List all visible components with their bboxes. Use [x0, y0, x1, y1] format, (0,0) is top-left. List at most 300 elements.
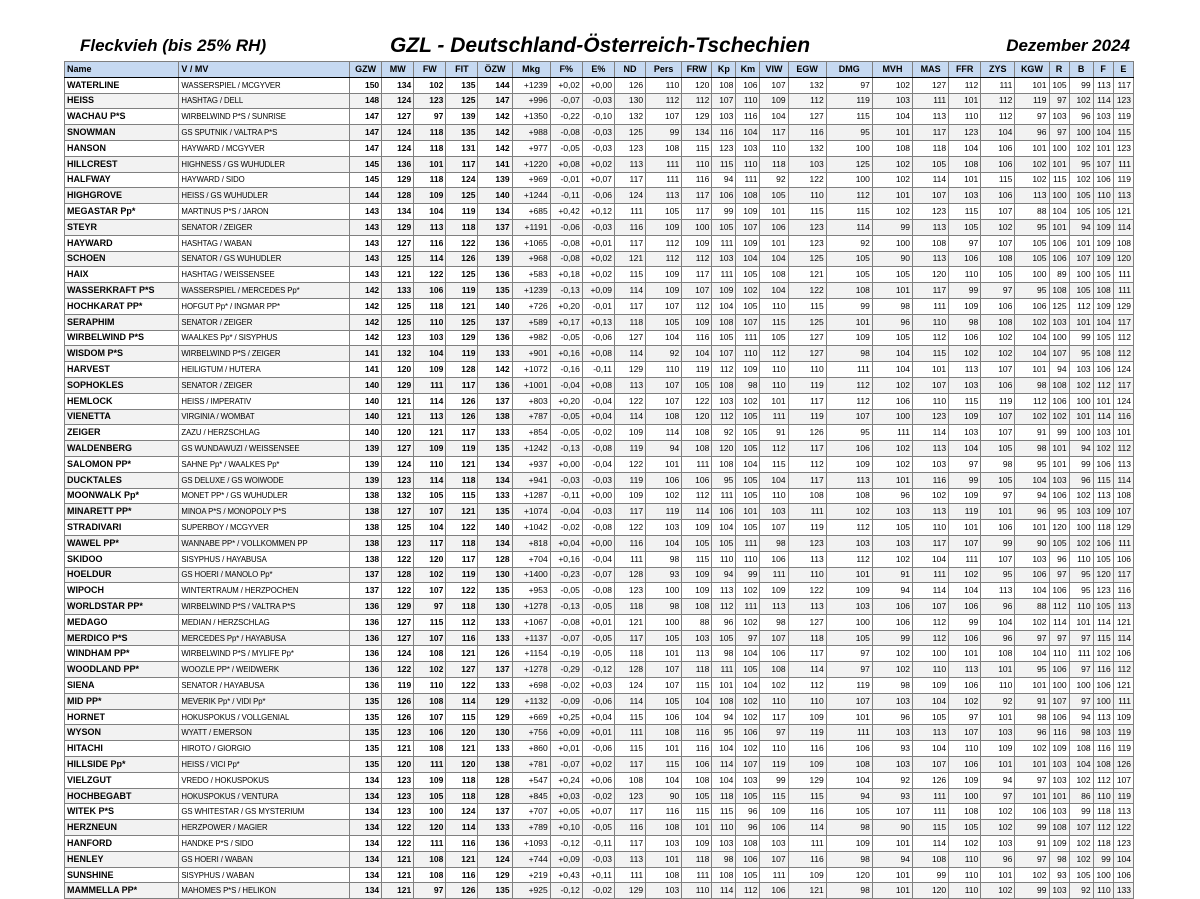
cell-mas: 108: [913, 235, 949, 251]
cell-frw: 115: [682, 804, 712, 820]
cell-mw: 126: [382, 709, 414, 725]
cell-ffr: 102: [949, 567, 981, 583]
cell-kgw: 96: [1015, 504, 1049, 520]
cell-fw: 108: [414, 867, 446, 883]
cell-viw: 99: [760, 772, 788, 788]
cell-mvh: 101: [872, 836, 912, 852]
cell-egw: 114: [788, 820, 826, 836]
cell-pers: 107: [646, 393, 682, 409]
table-row: [65, 741, 1134, 757]
cell-vmv: SENATOR / ZEIGER: [179, 377, 350, 393]
cell-mvh: 106: [872, 599, 912, 615]
cell-nd: 128: [614, 662, 645, 678]
cell-frw: 111: [682, 456, 712, 472]
cell-dmg: 98: [826, 346, 872, 362]
cell-km: 110: [736, 551, 760, 567]
cell-kp: 105: [712, 219, 736, 235]
cell-ffr: 109: [949, 488, 981, 504]
cell-mkg: +1278: [512, 599, 550, 615]
cell-viw: 117: [760, 125, 788, 141]
column-header-zys: ZYS: [981, 62, 1015, 78]
column-header-e: E: [1113, 62, 1133, 78]
cell-f: 107: [1093, 156, 1113, 172]
cell-mvh: 104: [872, 346, 912, 362]
cell-mkg: +1132: [512, 693, 550, 709]
cell-mw: 125: [382, 251, 414, 267]
cell-fw: 104: [414, 520, 446, 536]
cell-gzw: 147: [350, 140, 382, 156]
cell-e: 107: [1113, 504, 1133, 520]
cell-f: 109: [1093, 219, 1113, 235]
cell-fit: 114: [446, 693, 478, 709]
cell-mw: 122: [382, 820, 414, 836]
cell-r: 103: [1049, 804, 1069, 820]
cell-egw: 125: [788, 314, 826, 330]
cell-r: 103: [1049, 472, 1069, 488]
cell-kp: 107: [712, 93, 736, 109]
cell-zys: 92: [981, 693, 1015, 709]
cell-frw: 116: [682, 725, 712, 741]
cell-name: WINDHAM PP*: [65, 646, 179, 662]
cell-mkg: +1400: [512, 567, 550, 583]
cell-ozw: 126: [478, 646, 512, 662]
cell-ffr: 106: [949, 678, 981, 694]
cell-frw: 113: [682, 646, 712, 662]
cell-nd: 115: [614, 267, 645, 283]
cell-frw: 115: [682, 551, 712, 567]
cell-b: 103: [1069, 362, 1093, 378]
cell-mw: 121: [382, 393, 414, 409]
table-row: [65, 535, 1134, 551]
cell-pers: 108: [646, 820, 682, 836]
cell-f: 105: [1093, 551, 1113, 567]
column-header-fpct: F%: [550, 62, 582, 78]
cell-r: 108: [1049, 377, 1069, 393]
cell-e: 116: [1113, 409, 1133, 425]
cell-fw: 120: [414, 551, 446, 567]
cell-pers: 102: [646, 488, 682, 504]
cell-frw: 117: [682, 267, 712, 283]
cell-viw: 112: [760, 441, 788, 457]
cell-epct: -0,01: [582, 298, 614, 314]
cell-egw: 114: [788, 662, 826, 678]
table-row: [65, 346, 1134, 362]
cell-epct: +0,00: [582, 535, 614, 551]
cell-kp: 112: [712, 409, 736, 425]
cell-kgw: 119: [1015, 93, 1049, 109]
cell-vmv: HOKUSPOKUS / VENTURA: [179, 788, 350, 804]
cell-mvh: 102: [872, 551, 912, 567]
cell-ozw: 142: [478, 140, 512, 156]
cell-f: 102: [1093, 441, 1113, 457]
cell-frw: 112: [682, 488, 712, 504]
cell-vmv: SENATOR / GS WUHUDLER: [179, 251, 350, 267]
cell-name: WIRBELWIND P*S: [65, 330, 179, 346]
cell-mvh: 101: [872, 283, 912, 299]
cell-mvh: 103: [872, 725, 912, 741]
cell-fw: 108: [414, 693, 446, 709]
cell-pers: 105: [646, 693, 682, 709]
cell-f: 118: [1093, 836, 1113, 852]
cell-name: SUNSHINE: [65, 867, 179, 883]
cell-fit: 119: [446, 567, 478, 583]
cell-dmg: 98: [826, 820, 872, 836]
cell-fpct: -0,02: [550, 678, 582, 694]
cell-pers: 101: [646, 741, 682, 757]
cell-fit: 131: [446, 140, 478, 156]
cell-ozw: 128: [478, 788, 512, 804]
cell-pers: 109: [646, 283, 682, 299]
cell-name: HANFORD: [65, 836, 179, 852]
cell-vmv: HOFGUT Pp* / INGMAR PP*: [179, 298, 350, 314]
cell-egw: 116: [788, 741, 826, 757]
cell-b: 107: [1069, 251, 1093, 267]
cell-km: 105: [736, 472, 760, 488]
cell-km: 102: [736, 693, 760, 709]
cell-fit: 124: [446, 172, 478, 188]
cell-dmg: 109: [826, 456, 872, 472]
cell-km: 107: [736, 219, 760, 235]
cell-pers: 104: [646, 330, 682, 346]
cell-nd: 117: [614, 804, 645, 820]
cell-pers: 110: [646, 362, 682, 378]
cell-zys: 98: [981, 456, 1015, 472]
cell-e: 106: [1113, 551, 1133, 567]
cell-epct: -0,03: [582, 472, 614, 488]
cell-mw: 125: [382, 314, 414, 330]
table-row: [65, 709, 1134, 725]
cell-kp: 111: [712, 488, 736, 504]
cell-name: HOCHKARAT PP*: [65, 298, 179, 314]
cell-vmv: HOKUSPOKUS / VOLLGENIAL: [179, 709, 350, 725]
cell-nd: 116: [614, 535, 645, 551]
cell-fit: 112: [446, 614, 478, 630]
cell-mas: 110: [913, 393, 949, 409]
cell-dmg: 108: [826, 283, 872, 299]
cell-r: 100: [1049, 140, 1069, 156]
column-header-gzw: GZW: [350, 62, 382, 78]
cell-mkg: +1239: [512, 77, 550, 93]
cell-ozw: 133: [478, 425, 512, 441]
cell-pers: 101: [646, 851, 682, 867]
cell-ffr: 101: [949, 520, 981, 536]
cell-mas: 115: [913, 820, 949, 836]
cell-f: 108: [1093, 757, 1113, 773]
cell-mas: 107: [913, 757, 949, 773]
cell-egw: 119: [788, 520, 826, 536]
cell-ozw: 135: [478, 283, 512, 299]
cell-egw: 109: [788, 757, 826, 773]
cell-b: 97: [1069, 693, 1093, 709]
cell-egw: 111: [788, 836, 826, 852]
cell-mas: 113: [913, 251, 949, 267]
cell-fpct: -0,05: [550, 140, 582, 156]
cell-km: 104: [736, 125, 760, 141]
cell-e: 108: [1113, 488, 1133, 504]
table-row: [65, 235, 1134, 251]
cell-name: WIPOCH: [65, 583, 179, 599]
cell-fit: 125: [446, 188, 478, 204]
cell-fit: 121: [446, 646, 478, 662]
cell-ffr: 115: [949, 204, 981, 220]
cell-zys: 95: [981, 567, 1015, 583]
cell-dmg: 106: [826, 741, 872, 757]
cell-ffr: 109: [949, 409, 981, 425]
cell-mkg: +707: [512, 804, 550, 820]
cell-km: 102: [736, 709, 760, 725]
cell-kp: 108: [712, 77, 736, 93]
cell-viw: 106: [760, 883, 788, 899]
cell-mw: 124: [382, 93, 414, 109]
cell-e: 113: [1113, 188, 1133, 204]
cell-mvh: 96: [872, 709, 912, 725]
cell-mkg: +1278: [512, 662, 550, 678]
cell-frw: 112: [682, 251, 712, 267]
cell-egw: 112: [788, 93, 826, 109]
cell-egw: 122: [788, 172, 826, 188]
cell-r: 106: [1049, 235, 1069, 251]
cell-dmg: 101: [826, 567, 872, 583]
cell-nd: 118: [614, 646, 645, 662]
cell-vmv: HERZPOWER / MAGIER: [179, 820, 350, 836]
cell-fit: 120: [446, 725, 478, 741]
table-row: [65, 662, 1134, 678]
table-row: [65, 883, 1134, 899]
cell-egw: 126: [788, 425, 826, 441]
cell-r: 98: [1049, 851, 1069, 867]
cell-km: 96: [736, 804, 760, 820]
cell-b: 97: [1069, 630, 1093, 646]
cell-b: 101: [1069, 614, 1093, 630]
cell-frw: 112: [682, 93, 712, 109]
cell-kgw: 88: [1015, 204, 1049, 220]
cell-fw: 109: [414, 772, 446, 788]
table-row: [65, 678, 1134, 694]
cell-vmv: WIRBELWIND P*S / SUNRISE: [179, 109, 350, 125]
cell-mkg: +589: [512, 314, 550, 330]
cell-pers: 107: [646, 377, 682, 393]
cell-e: 109: [1113, 709, 1133, 725]
cell-kp: 104: [712, 741, 736, 757]
cell-nd: 117: [614, 504, 645, 520]
cell-mas: 114: [913, 425, 949, 441]
cell-gzw: 136: [350, 646, 382, 662]
cell-kp: 111: [712, 235, 736, 251]
cell-kgw: 91: [1015, 836, 1049, 852]
cell-frw: 110: [682, 156, 712, 172]
cell-nd: 123: [614, 140, 645, 156]
cell-f: 115: [1093, 472, 1113, 488]
cell-mkg: +781: [512, 757, 550, 773]
cell-dmg: 119: [826, 678, 872, 694]
cell-dmg: 113: [826, 472, 872, 488]
cell-frw: 117: [682, 188, 712, 204]
cell-frw: 115: [682, 140, 712, 156]
cell-ozw: 130: [478, 599, 512, 615]
cell-frw: 108: [682, 441, 712, 457]
cell-r: 105: [1049, 535, 1069, 551]
cell-fw: 110: [414, 456, 446, 472]
cell-fw: 100: [414, 804, 446, 820]
cell-e: 111: [1113, 267, 1133, 283]
cell-mvh: 91: [872, 567, 912, 583]
column-header-fit: FIT: [446, 62, 478, 78]
cell-km: 110: [736, 346, 760, 362]
cell-kgw: 91: [1015, 425, 1049, 441]
cell-e: 112: [1113, 346, 1133, 362]
cell-ffr: 107: [949, 535, 981, 551]
cell-dmg: 112: [826, 551, 872, 567]
cell-nd: 117: [614, 298, 645, 314]
cell-egw: 127: [788, 330, 826, 346]
cell-epct: -0,04: [582, 393, 614, 409]
cell-epct: +0,02: [582, 757, 614, 773]
cell-ffr: 102: [949, 346, 981, 362]
cell-fw: 113: [414, 219, 446, 235]
cell-ffr: 108: [949, 156, 981, 172]
cell-name: HEISS: [65, 93, 179, 109]
cell-vmv: MARTINUS P*S / JARON: [179, 204, 350, 220]
cell-frw: 109: [682, 520, 712, 536]
table-row: [65, 583, 1134, 599]
cell-mvh: 107: [872, 804, 912, 820]
cell-egw: 110: [788, 188, 826, 204]
cell-dmg: 106: [826, 441, 872, 457]
cell-kgw: 104: [1015, 646, 1049, 662]
cell-r: 125: [1049, 298, 1069, 314]
column-header-mw: MW: [382, 62, 414, 78]
cell-fit: 119: [446, 204, 478, 220]
cell-epct: +0,08: [582, 346, 614, 362]
cell-kp: 104: [712, 772, 736, 788]
cell-nd: 115: [614, 741, 645, 757]
cell-f: 105: [1093, 204, 1113, 220]
cell-dmg: 107: [826, 693, 872, 709]
cell-pers: 112: [646, 251, 682, 267]
cell-fit: 116: [446, 867, 478, 883]
cell-mw: 128: [382, 567, 414, 583]
cell-name: HORNET: [65, 709, 179, 725]
cell-ozw: 133: [478, 614, 512, 630]
cell-viw: 104: [760, 109, 788, 125]
cell-name: SNOWMAN: [65, 125, 179, 141]
cell-dmg: 94: [826, 788, 872, 804]
cell-zys: 97: [981, 488, 1015, 504]
cell-gzw: 143: [350, 235, 382, 251]
cell-r: 97: [1049, 93, 1069, 109]
cell-km: 106: [736, 725, 760, 741]
cell-vmv: SUPERBOY / MCGYVER: [179, 520, 350, 536]
cell-ffr: 110: [949, 109, 981, 125]
cell-mas: 118: [913, 140, 949, 156]
cell-gzw: 134: [350, 883, 382, 899]
cell-km: 104: [736, 678, 760, 694]
cell-gzw: 142: [350, 298, 382, 314]
cell-ozw: 129: [478, 709, 512, 725]
cell-fpct: +0,42: [550, 204, 582, 220]
cell-name: HALFWAY: [65, 172, 179, 188]
cell-frw: 104: [682, 693, 712, 709]
cell-b: 100: [1069, 520, 1093, 536]
table-row: [65, 851, 1134, 867]
cell-kp: 98: [712, 646, 736, 662]
cell-kp: 109: [712, 283, 736, 299]
cell-km: 110: [736, 156, 760, 172]
column-header-dmg: DMG: [826, 62, 872, 78]
cell-egw: 129: [788, 772, 826, 788]
cell-ozw: 136: [478, 235, 512, 251]
cell-r: 100: [1049, 678, 1069, 694]
cell-mw: 123: [382, 330, 414, 346]
cell-fit: 118: [446, 535, 478, 551]
cell-zys: 111: [981, 77, 1015, 93]
cell-name: WOODLAND PP*: [65, 662, 179, 678]
cell-r: 102: [1049, 409, 1069, 425]
cell-pers: 116: [646, 804, 682, 820]
cell-mas: 123: [913, 204, 949, 220]
cell-zys: 106: [981, 520, 1015, 536]
cell-kgw: 102: [1015, 614, 1049, 630]
cell-km: 108: [736, 188, 760, 204]
cell-zys: 108: [981, 314, 1015, 330]
cell-fpct: +0,20: [550, 393, 582, 409]
cell-fw: 107: [414, 709, 446, 725]
cell-fpct: -0,12: [550, 883, 582, 899]
cell-mas: 112: [913, 614, 949, 630]
cell-frw: 104: [682, 346, 712, 362]
cell-kp: 114: [712, 883, 736, 899]
cell-mw: 120: [382, 757, 414, 773]
cell-fw: 108: [414, 646, 446, 662]
cell-zys: 107: [981, 551, 1015, 567]
cell-dmg: 103: [826, 535, 872, 551]
cell-e: 117: [1113, 314, 1133, 330]
cell-mkg: +1154: [512, 646, 550, 662]
cell-mkg: +1093: [512, 836, 550, 852]
cell-dmg: 95: [826, 125, 872, 141]
cell-zys: 101: [981, 867, 1015, 883]
cell-e: 129: [1113, 520, 1133, 536]
cell-mvh: 105: [872, 330, 912, 346]
cell-mas: 108: [913, 851, 949, 867]
cell-zys: 97: [981, 283, 1015, 299]
cell-e: 114: [1113, 630, 1133, 646]
cell-pers: 98: [646, 599, 682, 615]
bull-ranking-table: [64, 61, 1134, 899]
cell-ozw: 134: [478, 456, 512, 472]
cell-vmv: WASSERSPIEL / MCGYVER: [179, 77, 350, 93]
cell-viw: 111: [760, 867, 788, 883]
cell-kp: 107: [712, 346, 736, 362]
cell-zys: 105: [981, 441, 1015, 457]
cell-e: 120: [1113, 251, 1133, 267]
cell-vmv: SENATOR / ZEIGER: [179, 219, 350, 235]
cell-b: 111: [1069, 646, 1093, 662]
cell-r: 96: [1049, 551, 1069, 567]
cell-kgw: 96: [1015, 725, 1049, 741]
cell-ozw: 128: [478, 551, 512, 567]
cell-mkg: +787: [512, 409, 550, 425]
cell-b: 100: [1069, 393, 1093, 409]
cell-epct: +0,03: [582, 678, 614, 694]
cell-mkg: +1287: [512, 488, 550, 504]
cell-mas: 111: [913, 788, 949, 804]
cell-mkg: +925: [512, 883, 550, 899]
cell-frw: 105: [682, 535, 712, 551]
cell-fpct: -0,19: [550, 646, 582, 662]
page-title: GZL - Deutschland-Österreich-Tschechien: [389, 34, 811, 57]
cell-frw: 109: [682, 235, 712, 251]
